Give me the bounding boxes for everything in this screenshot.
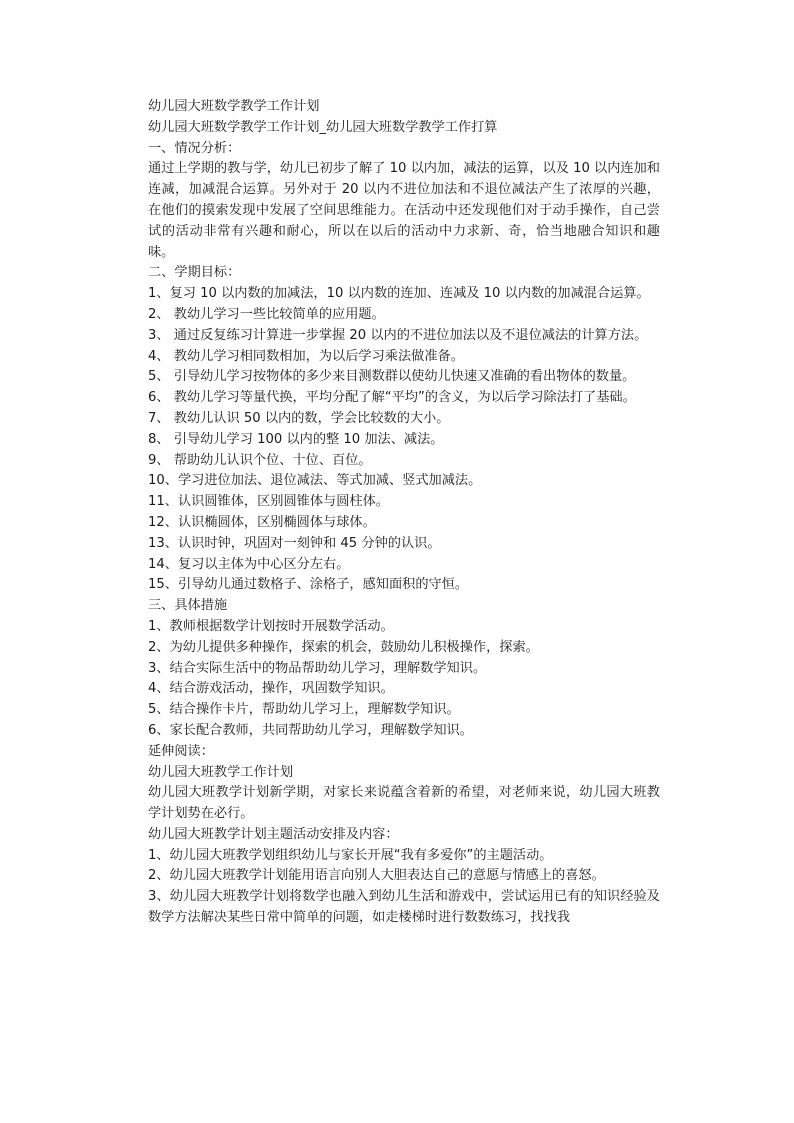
document-body bbox=[148, 97, 660, 929]
goal-item: 11、认识圆锥体，区别圆锥体与圆柱体。 bbox=[148, 494, 389, 510]
extended-reading-heading: 延伸阅读： bbox=[148, 743, 214, 759]
document-subtitle: 幼儿园大班数学教学工作计划_幼儿园大班数学教学工作打算 bbox=[148, 119, 498, 135]
measure-item: 4、结合游戏活动，操作，巩固数学知识。 bbox=[148, 681, 394, 697]
goal-item: 1、复习 10 以内数的加减法，10 以内数的连加、连减及 10 以内数的加减混合运算。 bbox=[148, 286, 650, 302]
goal-item: 2、 教幼儿学习一些比较简单的应用题。 bbox=[148, 306, 385, 322]
analysis-paragraph: 通过上学期的教与学，幼儿已初步了解了 10 以内加，减法的运算，以及 10 以内连加和连减，加减混合运算。另外对于 20 以内不进位加法和不退位减法产生了浓厚的兴趣，在他们的摸索发现中发展了空间思维能力。在活动中还发现他们对于动手操作，自己尝试的活动非常有兴趣和耐心，所以在以后的活动中力求新、奇，恰当地融合知识和趣味。 bbox=[148, 161, 660, 260]
goal-item: 8、 引导幼儿学习 100 以内的整 10 加法、减法。 bbox=[148, 431, 444, 447]
goal-item: 4、 教幼儿学习相同数相加，为以后学习乘法做准备。 bbox=[148, 348, 464, 364]
goal-item: 6、 教幼儿学习等量代换，平均分配了解“平均”的含义，为以后学习除法打了基础。 bbox=[148, 390, 636, 406]
extended-item: 3、幼儿园大班教学计划将数学也融入到幼儿生活和游戏中，尝试运用已有的知识经验及数学方法解决某些日常中简单的问题，如走楼梯时进行数数练习，找找我 bbox=[148, 889, 660, 926]
measure-item: 6、家长配合教师，共同帮助幼儿学习，理解数学知识。 bbox=[148, 722, 473, 738]
section-heading-analysis: 一、情况分析： bbox=[148, 140, 241, 156]
extended-reading-paragraph: 幼儿园大班教学计划新学期，对家长来说蕴含着新的希望，对老师来说，幼儿园大班教学计划势在必行。 bbox=[148, 785, 660, 822]
extended-reading-title: 幼儿园大班教学工作计划 bbox=[148, 764, 294, 780]
goal-item: 9、 帮助幼儿认识个位、十位、百位。 bbox=[148, 452, 372, 468]
goal-item: 3、 通过反复练习计算进一步掌握 20 以内的不进位加法以及不退位减法的计算方法。 bbox=[148, 327, 648, 343]
measure-item: 3、结合实际生活中的物品帮助幼儿学习，理解数学知识。 bbox=[148, 660, 487, 676]
goal-item: 13、认识时钟，巩固对一刻钟和 45 分钟的认识。 bbox=[148, 535, 441, 551]
goal-item: 10、学习进位加法、退位减法、等式加减、竖式加减法。 bbox=[148, 473, 482, 489]
document-title: 幼儿园大班数学教学工作计划 bbox=[148, 99, 320, 114]
extended-item: 2、幼儿园大班教学计划能用语言向别人大胆表达自己的意愿与情感上的喜怒。 bbox=[148, 868, 605, 884]
goal-item: 5、 引导幼儿学习按物体的多少来目测数群以使幼儿快速又准确的看出物体的数量。 bbox=[148, 369, 636, 385]
section-heading-measures: 三、具体措施 bbox=[148, 598, 228, 614]
goal-item: 15、引导幼儿通过数格子、涂格子，感知面积的守恒。 bbox=[148, 577, 469, 593]
measure-item: 5、结合操作卡片，帮助幼儿学习上，理解数学知识。 bbox=[148, 702, 460, 718]
extended-reading-subheading: 幼儿园大班教学计划主题活动安排及内容： bbox=[148, 826, 399, 842]
goal-item: 7、 教幼儿认识 50 以内的数，学会比较数的大小。 bbox=[148, 410, 450, 426]
goal-item: 12、认识椭圆体，区别椭圆体与球体。 bbox=[148, 514, 376, 530]
measure-item: 1、教师根据数学计划按时开展数学活动。 bbox=[148, 618, 394, 634]
measure-item: 2、为幼儿提供多种操作，探索的机会，鼓励幼儿积极操作，探索。 bbox=[148, 639, 539, 655]
section-heading-goals: 二、学期目标： bbox=[148, 265, 241, 281]
extended-item: 1、幼儿园大班教学划组织幼儿与家长开展“我有多爱你”的主题活动。 bbox=[148, 847, 553, 863]
goal-item: 14、复习以主体为中心区分左右。 bbox=[148, 556, 350, 572]
